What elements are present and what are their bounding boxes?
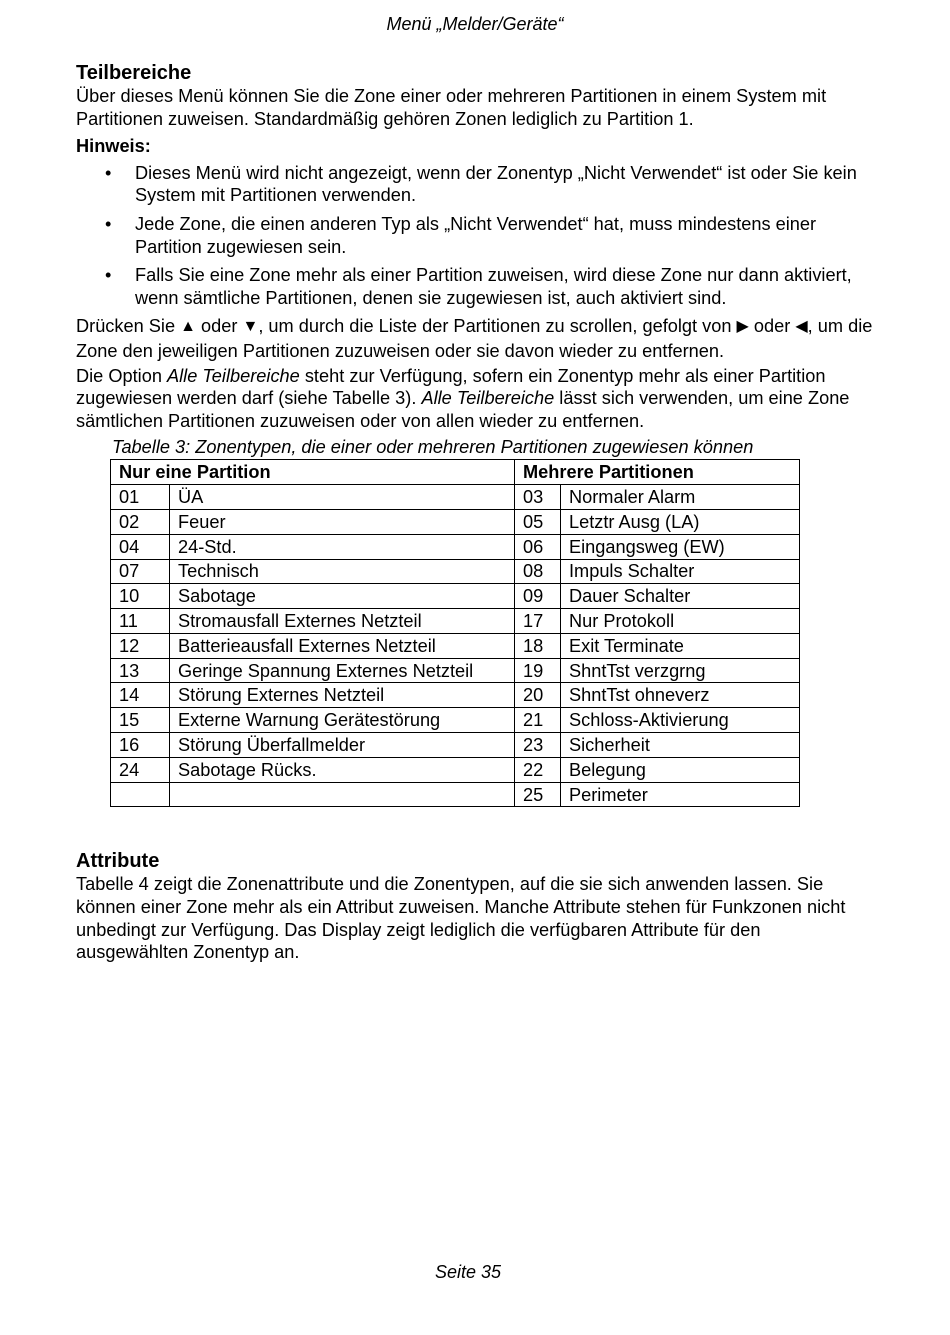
zone-name-single: Störung Externes Netzteil bbox=[170, 683, 515, 708]
zone-name-single: ÜA bbox=[170, 485, 515, 510]
zone-number-multiple: 18 bbox=[515, 633, 561, 658]
zone-number-single: 12 bbox=[111, 633, 170, 658]
zone-name-multiple: ShntTst ohneverz bbox=[561, 683, 800, 708]
option-text: lässt sich verwenden, um eine Zone sämtlichen Partitionen zuzuweisen oder von allen wieder zu entfernen. bbox=[76, 388, 850, 431]
zone-number-single: 15 bbox=[111, 708, 170, 733]
zone-number-single: 10 bbox=[111, 584, 170, 609]
zone-number-multiple: 06 bbox=[515, 534, 561, 559]
zone-name-single: Batterieausfall Externes Netzteil bbox=[170, 633, 515, 658]
table-row bbox=[111, 658, 800, 683]
option-paragraph bbox=[76, 365, 876, 433]
zone-number-multiple: 20 bbox=[515, 683, 561, 708]
zone-number-multiple: 03 bbox=[515, 485, 561, 510]
attribute-section bbox=[76, 849, 876, 963]
bullet-icon: • bbox=[105, 265, 112, 286]
table-row bbox=[111, 534, 800, 559]
zone-types-table bbox=[110, 459, 800, 807]
bullet-icon: • bbox=[105, 162, 112, 183]
note-item bbox=[76, 264, 876, 309]
zone-name-multiple: Normaler Alarm bbox=[561, 485, 800, 510]
option-text: steht zur Verfügung, sofern ein Zonentyp mehr als einer Partition zugewiesen werden darf (siehe Tabelle 3). bbox=[76, 365, 826, 409]
note-item bbox=[76, 213, 876, 258]
page-content bbox=[76, 61, 876, 964]
zone-number-single: 24 bbox=[111, 757, 170, 782]
zone-name-single: 24-Std. bbox=[170, 534, 515, 559]
zone-name-multiple: Impuls Schalter bbox=[561, 559, 800, 584]
zone-number-single: 04 bbox=[111, 534, 170, 559]
bullet-icon: • bbox=[105, 213, 112, 234]
zone-number-single: 07 bbox=[111, 559, 170, 584]
option-text: Die Option bbox=[76, 365, 167, 386]
zone-name-multiple: Eingangsweg (EW) bbox=[561, 534, 800, 559]
table-row bbox=[111, 733, 800, 758]
nav-text: oder bbox=[195, 316, 243, 337]
table-row bbox=[111, 757, 800, 782]
table-row bbox=[111, 633, 800, 658]
zone-number-multiple: 21 bbox=[515, 708, 561, 733]
zone-name-multiple: Perimeter bbox=[561, 782, 800, 807]
section-heading-attribute: Attribute bbox=[76, 850, 160, 873]
table-row bbox=[111, 584, 800, 609]
zone-name-single: Störung Überfallmelder bbox=[170, 733, 515, 758]
down-arrow-icon: ▼ bbox=[242, 318, 259, 336]
page-header: Menü „Melder/Geräte“ bbox=[386, 14, 564, 34]
note-item-text: Jede Zone, die einen anderen Typ als „Nicht Verwendet“ hat, muss mindestens einer Partition zugewiesen sein. bbox=[135, 213, 817, 257]
zone-number-single: 02 bbox=[111, 509, 170, 534]
zone-name-multiple: ShntTst verzgrng bbox=[561, 658, 800, 683]
nav-text: , um durch die Liste der Partitionen zu scrollen, gefolgt von bbox=[258, 316, 737, 337]
right-arrow-icon: ▶ bbox=[736, 318, 749, 336]
left-arrow-icon: ◀ bbox=[795, 318, 808, 336]
zone-number-multiple: 09 bbox=[515, 584, 561, 609]
nav-text: Drücken Sie bbox=[76, 316, 181, 337]
section-heading-teilbereiche: Teilbereiche bbox=[76, 62, 192, 84]
zone-number-single: 16 bbox=[111, 733, 170, 758]
zone-name-single: Geringe Spannung Externes Netzteil bbox=[170, 658, 515, 683]
intro-paragraph: Über dieses Menü können Sie die Zone einer oder mehreren Partitionen in einem System mit Partitionen zuweisen. Standardmäßig gehören Zonen lediglich zu Partition 1. bbox=[76, 86, 827, 129]
table-row bbox=[111, 609, 800, 634]
column-header-multiple: Mehrere Partitionen bbox=[515, 460, 800, 485]
zone-name-multiple: Schloss-Aktivierung bbox=[561, 708, 800, 733]
zone-number-single: 01 bbox=[111, 485, 170, 510]
zone-number-multiple: 25 bbox=[515, 782, 561, 807]
zone-number-multiple: 19 bbox=[515, 658, 561, 683]
column-header-single: Nur eine Partition bbox=[111, 460, 515, 485]
navigation-paragraph bbox=[76, 315, 876, 362]
zone-number-single: 14 bbox=[111, 683, 170, 708]
note-title: Hinweis: bbox=[76, 136, 151, 157]
table-header-row bbox=[111, 460, 800, 485]
zone-number-single: 13 bbox=[111, 658, 170, 683]
zone-number-multiple: 22 bbox=[515, 757, 561, 782]
note-item-text: Falls Sie eine Zone mehr als einer Partition zuweisen, wird diese Zone nur dann aktiviert, wenn sämtliche Partitionen, denen sie zugewiesen ist, auch aktiviert sind. bbox=[135, 265, 852, 308]
zone-name-single: Sabotage bbox=[170, 584, 515, 609]
zone-name-multiple: Nur Protokoll bbox=[561, 609, 800, 634]
zone-name-multiple: Exit Terminate bbox=[561, 633, 800, 658]
zone-name-single: Stromausfall Externes Netzteil bbox=[170, 609, 515, 634]
note-item-text: Dieses Menü wird nicht angezeigt, wenn der Zonentyp „Nicht Verwendet“ ist oder Sie kein System mit Partitionen verwenden. bbox=[135, 162, 857, 206]
option-emphasis: Alle Teilbereiche bbox=[421, 388, 555, 409]
page-footer: Seite 35 bbox=[434, 1262, 502, 1282]
zone-name-multiple: Belegung bbox=[561, 757, 800, 782]
note-list bbox=[76, 162, 876, 310]
table-row bbox=[111, 559, 800, 584]
zone-name-single: Sabotage Rücks. bbox=[170, 757, 515, 782]
nav-text: , um die Zone den jeweiligen Partitionen zuzuweisen oder sie davon wieder zu entfernen. bbox=[76, 316, 873, 361]
table-row bbox=[111, 782, 800, 807]
note-item bbox=[76, 162, 876, 207]
table-row bbox=[111, 683, 800, 708]
zone-number-multiple: 17 bbox=[515, 609, 561, 634]
zone-number-multiple: 23 bbox=[515, 733, 561, 758]
zone-name-single: Feuer bbox=[170, 509, 515, 534]
table-caption: Tabelle 3: Zonentypen, die einer oder mehreren Partitionen zugewiesen können bbox=[112, 437, 754, 458]
table-row bbox=[111, 509, 800, 534]
attribute-paragraph: Tabelle 4 zeigt die Zonenattribute und die Zonentypen, auf die sie sich anwenden lassen. Sie können einer Zone mehr als ein Attribut zuweisen. Manche Attribute stehen für Funkzonen nicht unbedingt zur Verfügung. Das Display zeigt lediglich die verfügbaren Attribute für den ausgewählten Zonentyp an. bbox=[76, 874, 846, 963]
zone-name-single bbox=[170, 782, 515, 807]
zone-number-multiple: 08 bbox=[515, 559, 561, 584]
option-emphasis: Alle Teilbereiche bbox=[166, 365, 300, 386]
zone-name-multiple: Sicherheit bbox=[561, 733, 800, 758]
up-arrow-icon: ▲ bbox=[180, 318, 196, 336]
zone-number-single bbox=[111, 782, 170, 807]
table-row bbox=[111, 485, 800, 510]
zone-name-single: Externe Warnung Gerätestörung bbox=[170, 708, 515, 733]
zone-name-multiple: Dauer Schalter bbox=[561, 584, 800, 609]
nav-text: oder bbox=[748, 316, 796, 337]
zone-number-single: 11 bbox=[111, 609, 170, 634]
zone-number-multiple: 05 bbox=[515, 509, 561, 534]
table-body bbox=[111, 485, 800, 807]
zone-name-multiple: Letztr Ausg (LA) bbox=[561, 509, 800, 534]
zone-name-single: Technisch bbox=[170, 559, 515, 584]
table-row bbox=[111, 708, 800, 733]
